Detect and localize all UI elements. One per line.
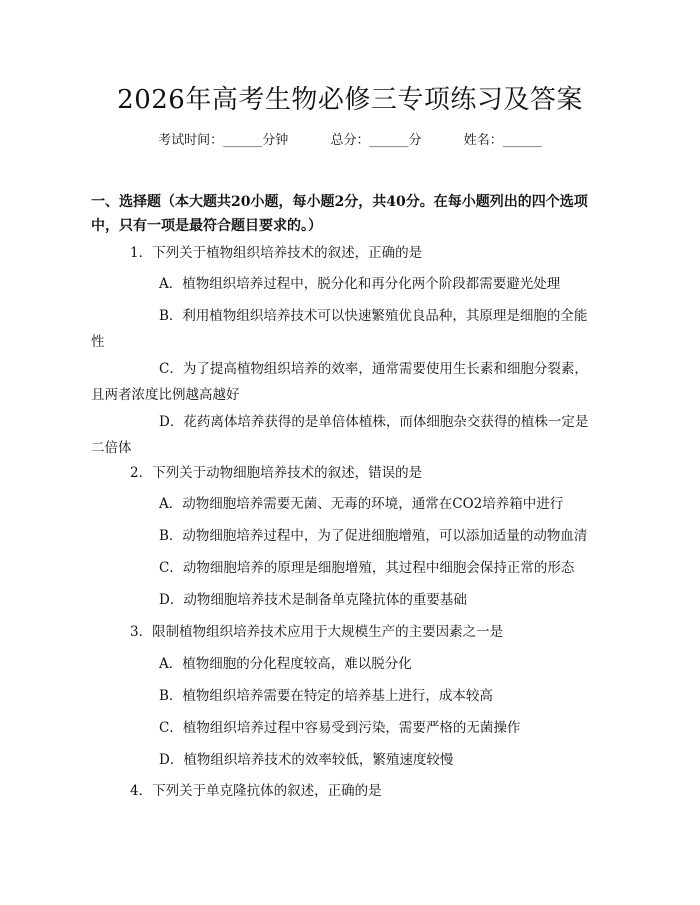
time-label: 考试时间： bbox=[158, 133, 224, 148]
question-3-option-d: D．植物组织培养技术的效率较低，繁殖速度较慢 bbox=[159, 752, 454, 768]
question-2-option-d: D．动物细胞培养技术是制备单克隆抗体的重要基础 bbox=[159, 592, 467, 608]
question-3-option-c: C．植物组织培养过程中容易受到污染，需要严格的无菌操作 bbox=[159, 720, 521, 736]
name-blank: ______ bbox=[502, 133, 542, 148]
question-2-option-b: B．动物细胞培养过程中，为了促进细胞增殖，可以添加适量的动物血清 bbox=[159, 528, 588, 544]
question-1-option-a: A．植物组织培养过程中，脱分化和再分化两个阶段都需要避光处理 bbox=[159, 276, 561, 292]
time-unit: 分钟 bbox=[262, 133, 289, 148]
exam-info-line bbox=[0, 131, 700, 151]
score-blank: ______ bbox=[369, 133, 409, 148]
score-label: 总分： bbox=[330, 133, 370, 148]
time-blank: ______ bbox=[223, 133, 263, 148]
question-3-stem: 3．限制植物组织培养技术应用于大规模生产的主要因素之一是 bbox=[130, 624, 504, 640]
question-1-stem: 1．下列关于植物组织培养技术的叙述，正确的是 bbox=[130, 245, 423, 261]
question-2-option-a: A．动物细胞培养需要无菌、无毒的环境，通常在CO2培养箱中进行 bbox=[159, 496, 564, 512]
score-unit: 分 bbox=[408, 133, 422, 148]
question-4-stem: 4．下列关于单克隆抗体的叙述，正确的是 bbox=[130, 783, 382, 799]
name-label: 姓名： bbox=[463, 133, 503, 148]
question-1-option-c: C．为了提高植物组织培养的效率，通常需要使用生长素和细胞分裂素，且两者浓度比例越高越好 bbox=[91, 361, 588, 403]
question-2-option-c: C．动物细胞培养的原理是细胞增殖，其过程中细胞会保持正常的形态 bbox=[159, 560, 575, 576]
question-1-option-d: D．花药离体培养获得的是单倍体植株，而体细胞杂交获得的植株一定是二倍体 bbox=[91, 414, 589, 456]
question-3-option-b: B．植物组织培养需要在特定的培养基上进行，成本较高 bbox=[159, 688, 493, 704]
question-3-option-a: A．植物细胞的分化程度较高，难以脱分化 bbox=[159, 656, 412, 672]
section-heading: 一、选择题（本大题共20小题，每小题2分，共40分。在每小题列出的四个选项中，只有一项是最符合题目要求的。） bbox=[91, 194, 588, 234]
document-title: 2026年高考生物必修三专项练习及答案 bbox=[117, 85, 583, 115]
question-2-stem: 2．下列关于动物细胞培养技术的叙述，错误的是 bbox=[130, 465, 423, 481]
question-1-option-b: B．利用植物组织培养技术可以快速繁殖优良品种，其原理是细胞的全能性 bbox=[91, 308, 588, 350]
